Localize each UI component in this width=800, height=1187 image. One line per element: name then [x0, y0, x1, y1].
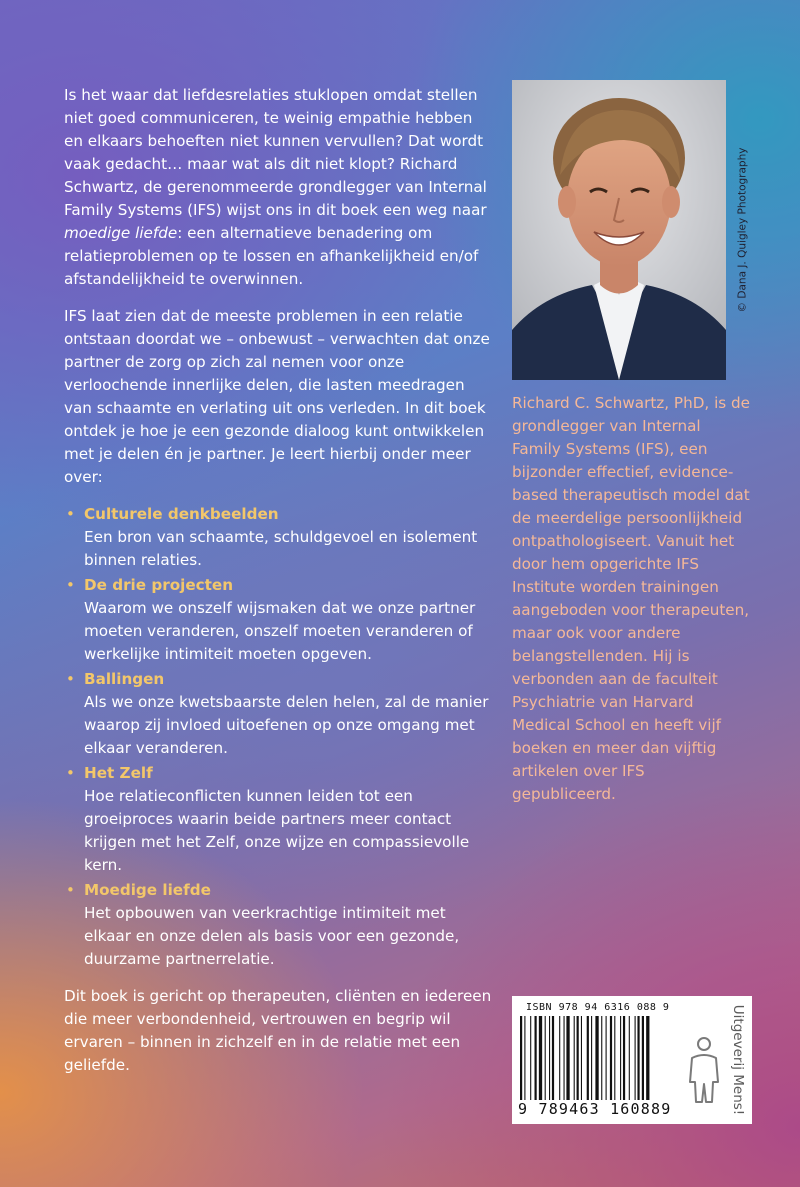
topic-description: Een bron van schaamte, schuldgevoel en isolement binnen relaties. — [84, 528, 478, 569]
barcode-icon — [520, 1016, 680, 1100]
list-item — [64, 879, 494, 971]
barcode-panel — [512, 996, 752, 1124]
topic-list — [64, 503, 494, 971]
publisher-name-text: Uitgeverij Mens! — [730, 1004, 746, 1116]
isbn-text: ISBN 978 94 6316 088 9 — [526, 1002, 670, 1013]
author-portrait-illustration — [512, 80, 726, 380]
topic-title: Ballingen — [84, 670, 165, 688]
photo-credit-text: © Dana J. Quigley Photography — [736, 147, 749, 313]
second-paragraph: IFS laat zien dat de meeste problemen in een relatie ontstaan doordat we – onbewust – verwachten dat onze partner de zorg op zich zal nemen voor onze verloochende innerlijke delen, die lasten meedragen van schaamte en verlating uit ons verleden. In dit boek ontdek je hoe je een gezonde dialoog kunt ontwikkelen met je delen én je partner. Je leert hierbij onder meer over: — [64, 307, 490, 486]
bullet-icon: • — [66, 764, 75, 782]
barcode-digits: 9 789463 160889 — [518, 1100, 672, 1118]
topic-title: Het Zelf — [84, 764, 153, 782]
intro-text: Is het waar dat liefdesrelaties stuklopen omdat stellen niet goed communiceren, te weinig empathie hebben en elkaars behoeften niet kunnen vervullen? Dat wordt vaak gedacht… maar wat als dit niet klopt? Richard Schwartz, de gerenommeerde grondlegger van Internal Family Systems (IFS) wijst ons in dit boek een weg naar — [64, 86, 487, 219]
intro-paragraph — [64, 84, 494, 291]
topic-title: Moedige liefde — [84, 881, 211, 899]
intro-text-end: : een alternatieve benadering om relatieproblemen op te lossen en afhankelijkheid en/of afstandelijkheid te overwinnen. — [64, 224, 479, 288]
photo-credit — [730, 80, 754, 380]
intro-emphasis: moedige liefde — [64, 224, 178, 242]
back-cover-text-column — [64, 84, 494, 1077]
topic-description: Het opbouwen van veerkrachtige intimiteit met elkaar en onze delen als basis voor een gezonde, duurzame partnerrelatie. — [84, 904, 460, 968]
list-item — [64, 762, 494, 877]
list-item — [64, 574, 494, 666]
publisher-name — [726, 996, 750, 1124]
list-item — [64, 668, 494, 760]
bullet-icon: • — [66, 670, 75, 688]
bullet-icon: • — [66, 576, 75, 594]
list-item — [64, 503, 494, 572]
bullet-icon: • — [66, 505, 75, 523]
topic-description: Waarom we onszelf wijsmaken dat we onze partner moeten veranderen, onszelf moeten veranderen of werkelijke intimiteit moeten opgeven. — [84, 599, 476, 663]
author-photo — [512, 80, 726, 380]
topic-description: Hoe relatieconflicten kunnen leiden tot een groeiproces waarin beide partners meer contact krijgen met het Zelf, onze wijze en compassievolle kern. — [84, 787, 470, 874]
topic-description: Als we onze kwetsbaarste delen helen, zal de manier waarop zij invloed uitoefenen op onze omgang met elkaar veranderen. — [84, 693, 489, 757]
topic-title: De drie projecten — [84, 576, 234, 594]
topic-title: Culturele denkbeelden — [84, 505, 279, 523]
bullet-icon: • — [66, 881, 75, 899]
publisher-logo-icon — [684, 1036, 724, 1106]
closing-paragraph: Dit boek is gericht op therapeuten, cliënten en iedereen die meer verbondenheid, vertrouwen en begrip wil ervaren – binnen in zichzelf en in de relatie met een geliefde. — [64, 987, 492, 1074]
author-bio: Richard C. Schwartz, PhD, is de grondlegger van Internal Family Systems (IFS), een bijzonder effectief, evidence-based therapeutisch model dat de meerdelige persoonlijkheid ontpathologiseert. Vanuit het door hem opgerichte IFS Institute worden trainingen aangeboden voor therapeuten, maar ook voor andere belangstellenden. Hij is verbonden aan de faculteit Psychiatrie van Harvard Medical School en heeft vijf boeken en meer dan vijftig artikelen over IFS gepubliceerd. — [512, 394, 751, 803]
